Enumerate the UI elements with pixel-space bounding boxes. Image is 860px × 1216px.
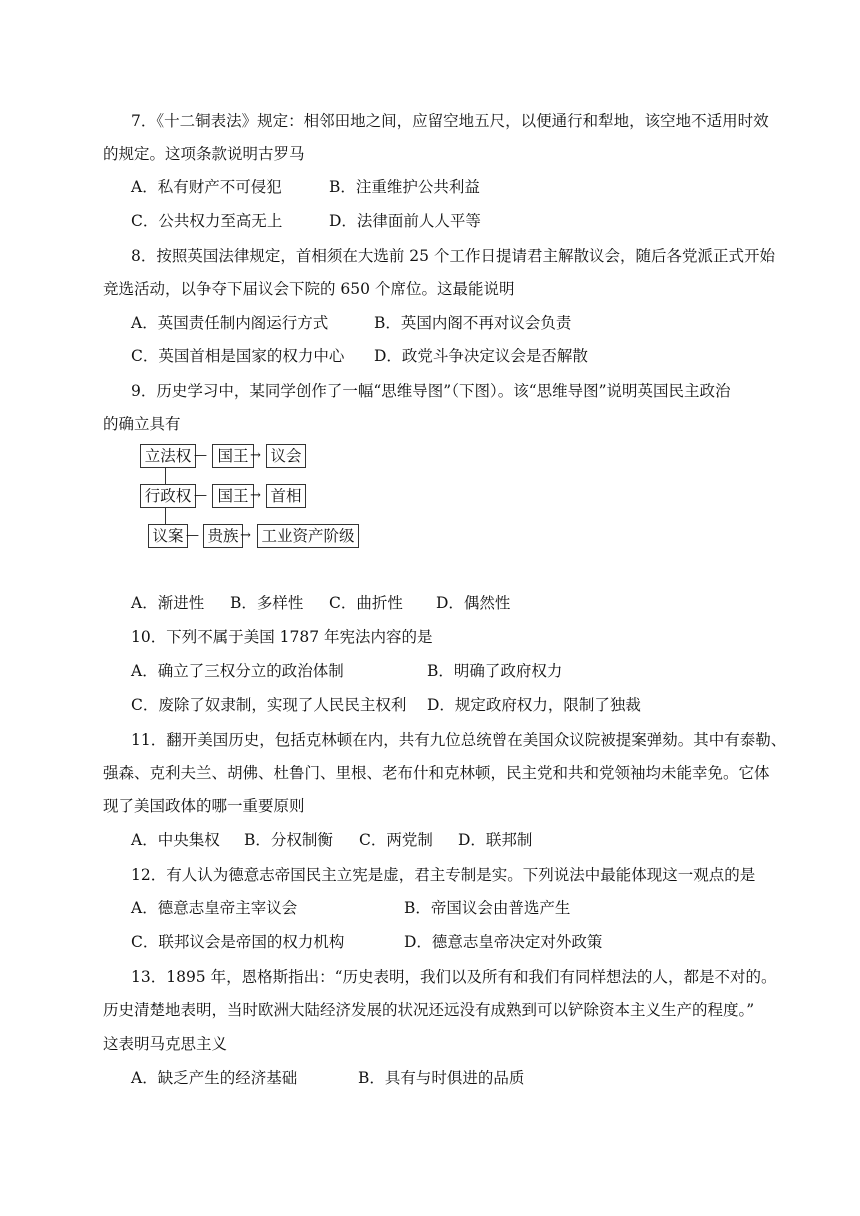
question-7-stem-line2: 的规定。这项条款说明古罗马 (103, 145, 305, 163)
question-7-option-d: D．法律面前人人平等 (329, 212, 481, 230)
question-8-option-a: A．英国责任制内阁运行方式 (131, 314, 329, 332)
box-executive-power: 行政权 (140, 484, 196, 508)
question-12-option-d: D．德意志皇帝决定对外政策 (404, 933, 603, 951)
question-10-option-c: C．废除了奴隶制，实现了人民民主权利 (131, 696, 407, 714)
connector-line (165, 468, 166, 484)
question-7-option-c: C．公共权力至高无上 (131, 212, 283, 230)
box-parliament: 议会 (266, 444, 306, 468)
question-7-option-b: B．注重维护公共利益 (329, 178, 480, 196)
box-industrial-bourgeoisie: 工业资产阶级 (257, 524, 359, 548)
question-10-option-a: A．确立了三权分立的政治体制 (131, 662, 344, 680)
question-11-option-a: A．中央集权 (131, 831, 220, 849)
arrow-right-icon: → (240, 528, 251, 543)
question-11-option-c: C．两党制 (359, 831, 433, 849)
box-nobility: 贵族 (203, 524, 243, 548)
diagram-dash: — (194, 448, 207, 463)
box-bill: 议案 (148, 524, 188, 548)
question-13-stem-line1: 13．1895 年，恩格斯指出：“历史表明，我们以及所有和我们有同样想法的人，都是不对的。 (131, 968, 777, 986)
diagram-dash: — (186, 528, 199, 543)
question-13-stem-line3: 这表明马克思主义 (103, 1035, 228, 1053)
question-11-option-b: B．分权制衡 (244, 831, 333, 849)
question-9-stem-line2: 的确立具有 (103, 415, 181, 433)
question-12-option-b: B．帝国议会由普选产生 (404, 899, 571, 917)
question-13-option-b: B．具有与时俱进的品质 (358, 1069, 525, 1087)
question-9-stem-line1: 9．历史学习中，某同学创作了一幅“思维导图”（下图）。该“思维导图”说明英国民主政治 (131, 382, 731, 400)
diagram-dash: — (194, 488, 207, 503)
question-8-option-b: B．英国内阁不再对议会负责 (374, 314, 572, 332)
question-11-stem-line2: 强森、克利夫兰、胡佛、杜鲁门、里根、老布什和克林顿，民主党和共和党领袖均未能幸免。它体 (103, 764, 770, 782)
box-king-2: 国王 (212, 484, 254, 508)
question-11-stem-line1: 11．翻开美国历史，包括克林顿在内，共有九位总统曾在美国众议院被提案弹劾。其中有泰勒、 (131, 731, 787, 749)
arrow-right-icon: → (250, 448, 261, 463)
question-10-stem: 10．下列不属于美国 1787 年宪法内容的是 (131, 628, 433, 646)
question-8-option-c: C．英国首相是国家的权力中心 (131, 347, 345, 365)
question-11-option-d: D．联邦制 (458, 831, 533, 849)
question-10-option-d: D．规定政府权力，限制了独裁 (427, 696, 641, 714)
question-8-option-d: D．政党斗争决定议会是否解散 (374, 347, 588, 365)
question-8-stem-line1: 8．按照英国法律规定，首相须在大选前 25 个工作日提请君主解散议会，随后各党派正式开始 (131, 247, 775, 265)
question-12-stem: 12．有人认为德意志帝国民主立宪是虚，君主专制是实。下列说法中最能体现这一观点的是 (131, 866, 756, 884)
question-9-option-b: B．多样性 (230, 594, 304, 612)
question-7-stem-line1: 7．《十二铜表法》规定：相邻田地之间，应留空地五尺，以便通行和犁地，该空地不适用时效 (131, 112, 769, 130)
connector-line (165, 508, 166, 524)
box-legislative-power: 立法权 (140, 444, 196, 468)
box-king-1: 国王 (212, 444, 254, 468)
question-11-stem-line3: 现了美国政体的哪一重要原则 (103, 797, 305, 815)
question-9-option-d: D．偶然性 (436, 594, 511, 612)
question-9-option-a: A．渐进性 (131, 594, 205, 612)
question-12-option-a: A．德意志皇帝主宰议会 (131, 899, 298, 917)
question-7-option-a: A．私有财产不可侵犯 (131, 178, 282, 196)
question-8-stem-line2: 竞选活动，以争夺下届议会下院的 650 个席位。这最能说明 (103, 280, 515, 298)
question-13-stem-line2: 历史清楚地表明，当时欧洲大陆经济发展的状况还远没有成熟到可以铲除资本主义生产的程度。” (103, 1001, 755, 1019)
question-10-option-b: B．明确了政府权力 (427, 662, 563, 680)
question-12-option-c: C．联邦议会是帝国的权力机构 (131, 933, 345, 951)
question-9-option-c: C．曲折性 (329, 594, 403, 612)
question-13-option-a: A．缺乏产生的经济基础 (131, 1069, 298, 1087)
box-prime-minister: 首相 (266, 484, 306, 508)
arrow-right-icon: → (250, 488, 261, 503)
